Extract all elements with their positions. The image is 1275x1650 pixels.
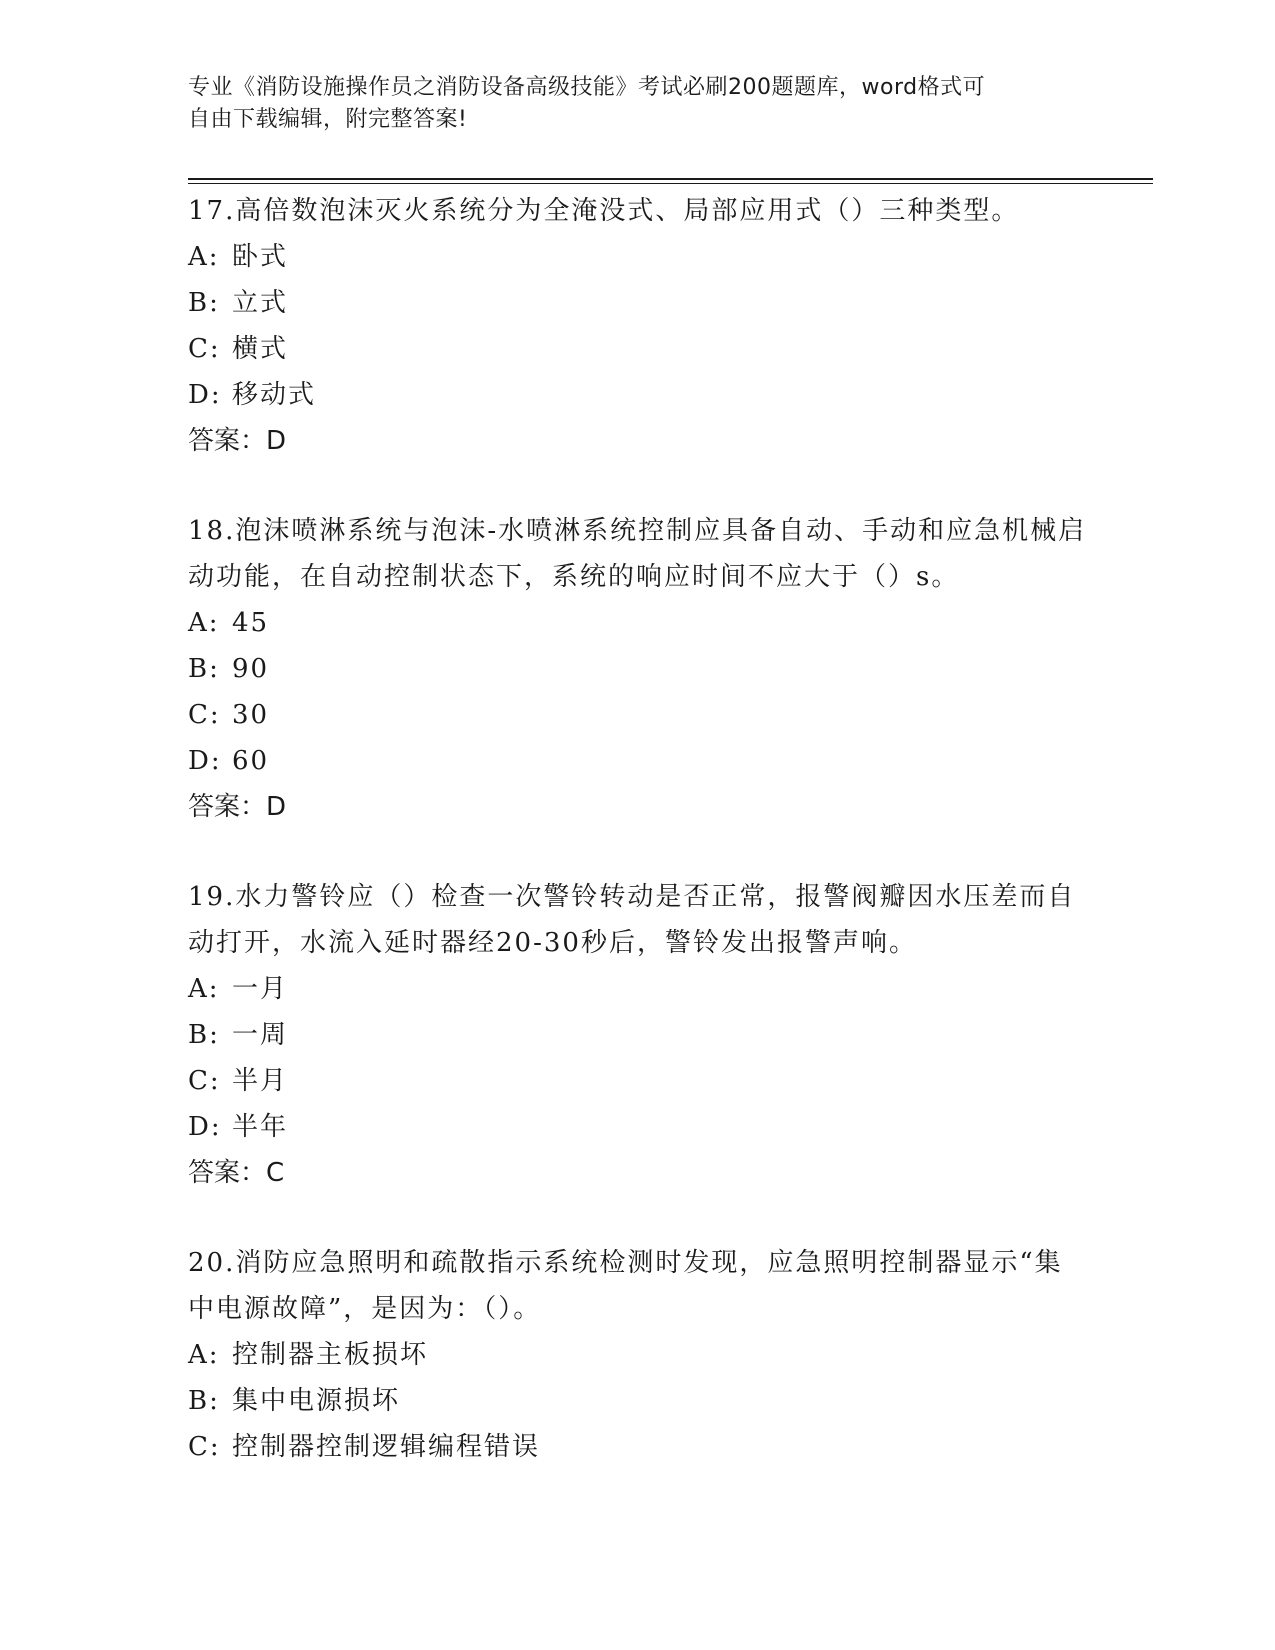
question-text: 17.高倍数泡沫灭火系统分为全淹没式、局部应用式（）三种类型。 xyxy=(188,196,1020,226)
option-text: 半年 xyxy=(232,1112,289,1142)
header-line-2: 自由下载编辑，附完整答案! xyxy=(188,107,468,132)
option-text: 控制器控制逻辑编程错误 xyxy=(232,1432,541,1462)
answer-line: 答案：C xyxy=(188,1158,285,1188)
option-letter: A: xyxy=(188,242,220,272)
option-b xyxy=(188,280,1088,326)
option-a xyxy=(188,966,1088,1012)
question-20 xyxy=(188,1240,1088,1470)
option-b xyxy=(188,1012,1088,1058)
option-d xyxy=(188,738,1088,784)
option-text: 集中电源损坏 xyxy=(232,1386,401,1416)
option-c xyxy=(188,326,1088,372)
question-17 xyxy=(188,188,1088,464)
option-b xyxy=(188,646,1088,692)
document-header xyxy=(188,72,1068,136)
option-d xyxy=(188,1104,1088,1150)
option-letter: A: xyxy=(188,1340,220,1370)
option-text: 90 xyxy=(232,654,270,684)
option-letter: B: xyxy=(188,1386,220,1416)
option-text: 移动式 xyxy=(232,380,317,410)
header-line-1: 专业《消防设施操作员之消防设备高级技能》考试必刷200题题库，word格式可 xyxy=(188,75,986,100)
option-text: 一月 xyxy=(232,974,289,1004)
option-b xyxy=(188,1378,1088,1424)
option-letter: D: xyxy=(188,1112,222,1142)
question-19 xyxy=(188,874,1088,1196)
option-text: 一周 xyxy=(232,1020,289,1050)
option-letter: C: xyxy=(188,700,221,730)
option-a xyxy=(188,234,1088,280)
option-letter: B: xyxy=(188,1020,220,1050)
option-letter: D: xyxy=(188,746,222,776)
option-text: 半月 xyxy=(232,1066,289,1096)
option-letter: C: xyxy=(188,334,221,364)
option-c xyxy=(188,692,1088,738)
question-18 xyxy=(188,508,1088,830)
option-text: 60 xyxy=(232,746,270,776)
option-letter: A: xyxy=(188,974,220,1004)
option-letter: B: xyxy=(188,654,220,684)
option-text: 横式 xyxy=(232,334,289,364)
question-text: 20.消防应急照明和疏散指示系统检测时发现，应急照明控制器显示“集中电源故障”，是因为：（）。 xyxy=(188,1248,1063,1324)
answer-line: 答案：D xyxy=(188,426,287,456)
option-letter: A: xyxy=(188,608,220,638)
option-letter: C: xyxy=(188,1432,221,1462)
option-letter: B: xyxy=(188,288,220,318)
option-a xyxy=(188,1332,1088,1378)
header-divider-thick xyxy=(188,178,1153,180)
question-list xyxy=(188,188,1088,1470)
option-text: 控制器主板损坏 xyxy=(232,1340,429,1370)
header-divider-thin xyxy=(188,183,1153,184)
question-text: 19.水力警铃应（）检查一次警铃转动是否正常，报警阀瓣因水压差而自动打开，水流入延时器经20-30秒后，警铃发出报警声响。 xyxy=(188,882,1076,958)
question-text: 18.泡沫喷淋系统与泡沫-水喷淋系统控制应具备自动、手动和应急机械启动功能，在自动控制状态下，系统的响应时间不应大于（）s。 xyxy=(188,516,1087,592)
option-text: 45 xyxy=(232,608,270,638)
option-a xyxy=(188,600,1088,646)
option-letter: C: xyxy=(188,1066,221,1096)
option-letter: D: xyxy=(188,380,222,410)
option-text: 立式 xyxy=(232,288,289,318)
option-c xyxy=(188,1058,1088,1104)
answer-line: 答案：D xyxy=(188,792,287,822)
option-d xyxy=(188,372,1088,418)
option-c xyxy=(188,1424,1088,1470)
option-text: 卧式 xyxy=(232,242,289,272)
option-text: 30 xyxy=(232,700,270,730)
